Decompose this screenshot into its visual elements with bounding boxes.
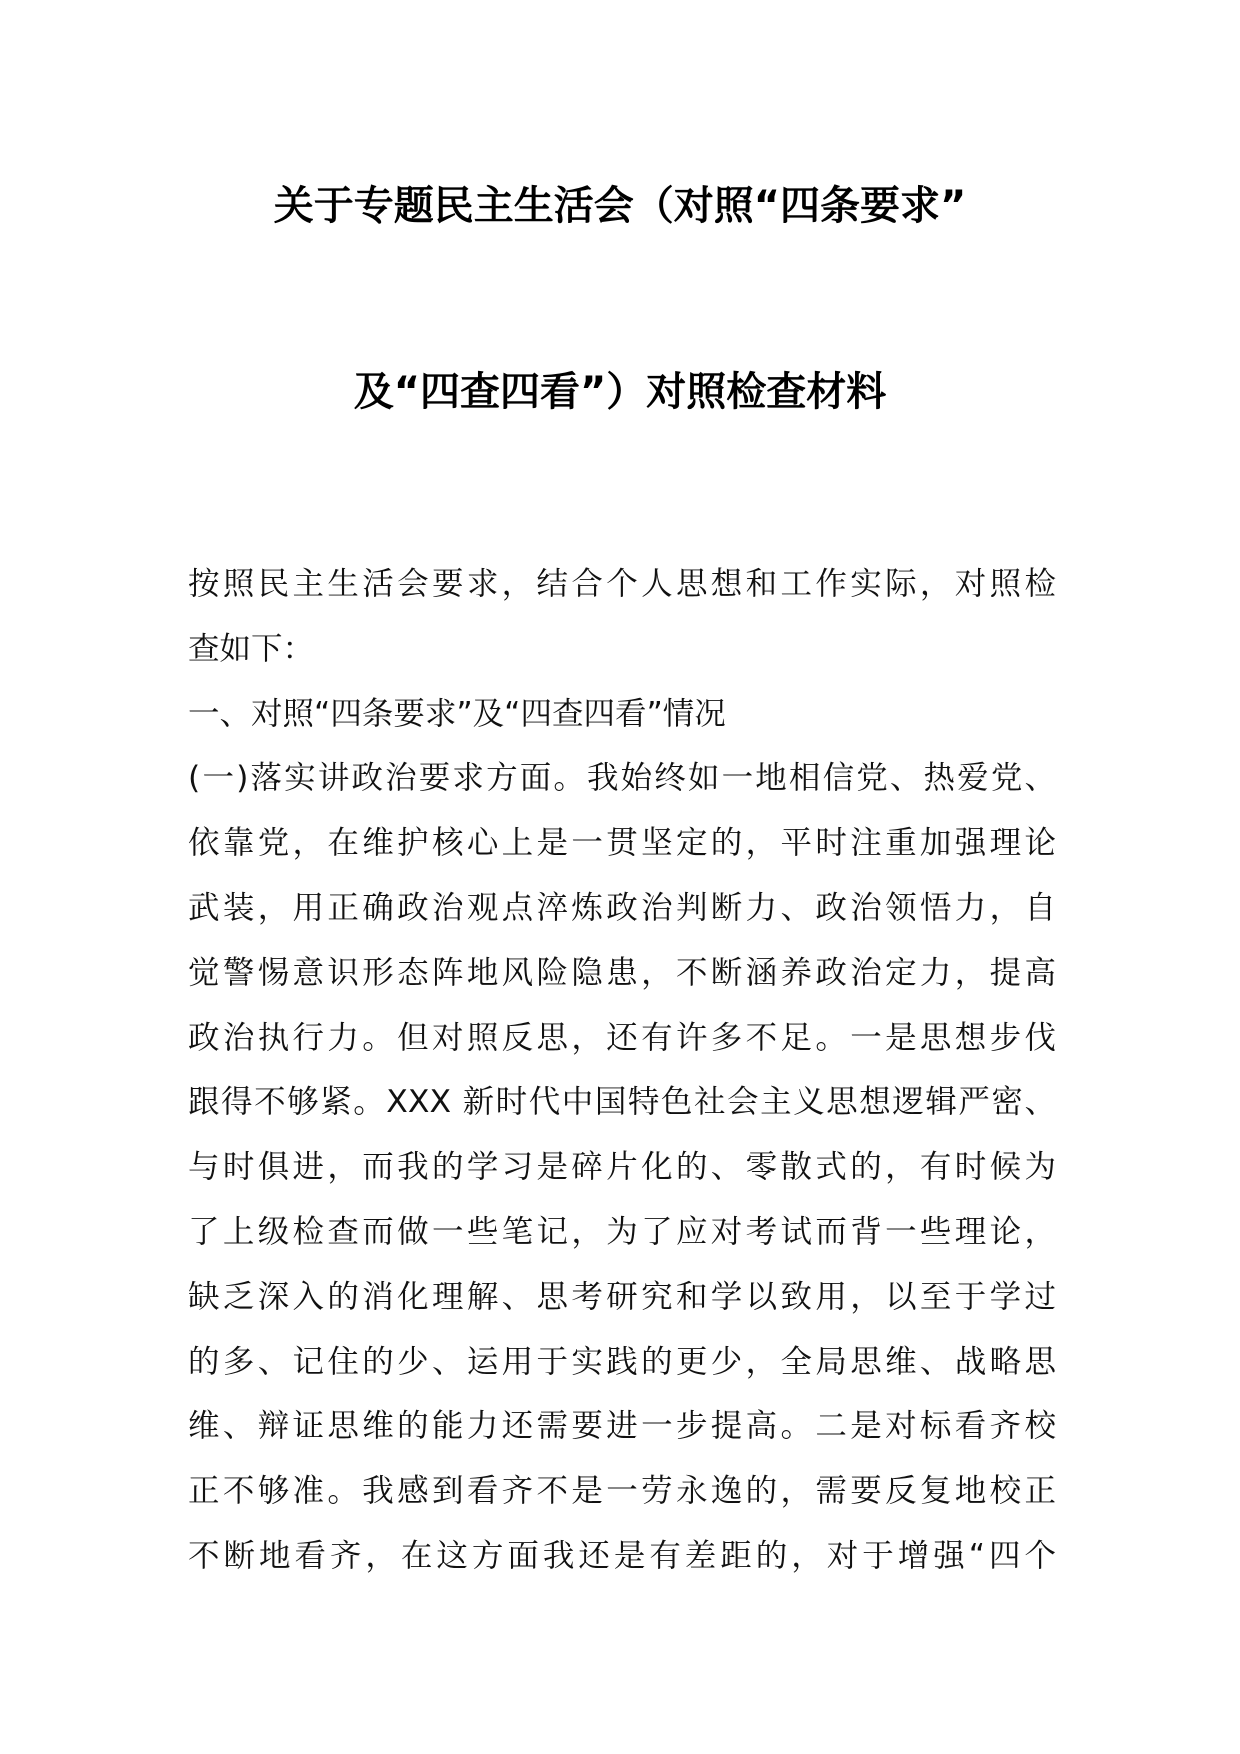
body-line: 了上级检查而做一些笔记，为了应对考试而背一些理论， xyxy=(188,1213,1056,1250)
body-line: 跟得不够紧。XXX 新时代中国特色社会主义思想逻辑严密、 xyxy=(188,1084,1056,1121)
section-heading: 一、对照“四条要求”及“四查四看”情况 xyxy=(188,695,726,732)
body-line: 依靠党，在维护核心上是一贯坚定的，平时注重加强理论 xyxy=(188,825,1056,862)
document-title-line-1: 关于专题民主生活会（对照“四条要求” xyxy=(273,183,967,229)
body-line: 觉警惕意识形态阵地风险隐患，不断涵养政治定力，提高 xyxy=(188,954,1056,991)
body-line: 政治执行力。但对照反思，还有许多不足。一是思想步伐 xyxy=(188,1019,1056,1056)
body-line: (一)落实讲政治要求方面。我始终如一地相信党、热爱党、 xyxy=(188,760,1056,797)
body-line: 正不够准。我感到看齐不是一劳永逸的，需要反复地校正 xyxy=(188,1473,1056,1510)
body-line: 与时俱进，而我的学习是碎片化的、零散式的，有时候为 xyxy=(188,1149,1056,1186)
document-body xyxy=(188,552,1056,1589)
body-line: 缺乏深入的消化理解、思考研究和学以致用，以至于学过 xyxy=(188,1278,1056,1315)
body-line: 武装，用正确政治观点淬炼政治判断力、政治领悟力，自 xyxy=(188,889,1056,926)
body-line: 的多、记住的少、运用于实践的更少，全局思维、战略思 xyxy=(188,1343,1056,1380)
body-line: 不断地看齐，在这方面我还是有差距的，对于增强“四个 xyxy=(188,1537,1056,1574)
body-line: 查如下： xyxy=(188,630,315,667)
body-line: 按照民主生活会要求，结合个人思想和工作实际，对照检 xyxy=(188,566,1056,602)
document-title-line-2: 及“四查四看”）对照检查材料 xyxy=(353,369,887,415)
body-line: 维、辩证思维的能力还需要进一步提高。二是对标看齐校 xyxy=(188,1408,1056,1445)
